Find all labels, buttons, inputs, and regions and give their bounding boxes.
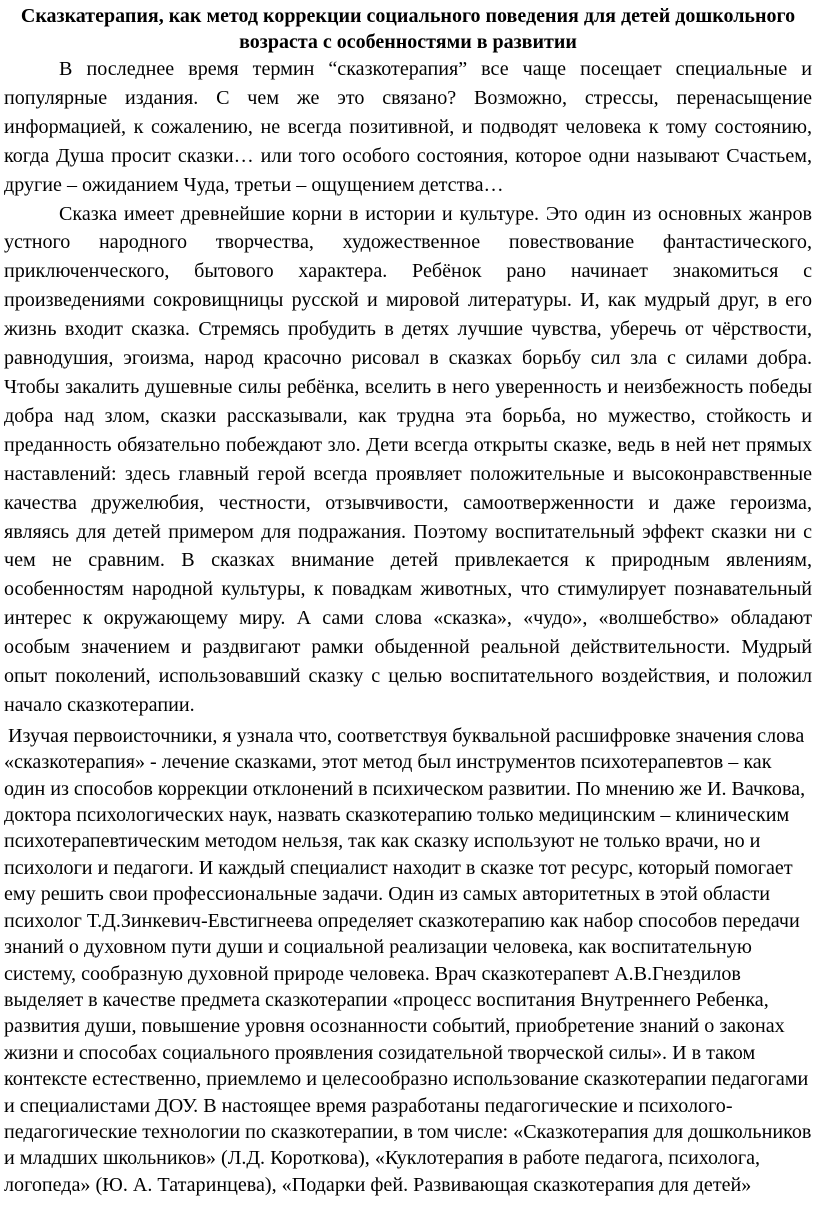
paragraph-intro: В последнее время термин “сказкотерапия” все чаще посещает специальные и популярные издания. С чем же это связано? Возможно, стрессы, перенасыщение информацией, к сожалению, не всегда позитивной, и подводят человека к тому состоянию, когда Душа просит сказки… или того особого состояния, которое одни называют Счастьем, другие – ожиданием Чуда, третьи – ощущением детства… — [4, 58, 812, 196]
document-body — [0, 55, 816, 1198]
document-title: Сказкатерапия, как метод коррекции социального поведения для детей дошкольного возраста с особенностями в развитии — [20, 5, 796, 53]
paragraph-sources: Изучая первоисточники, я узнала что, соответствуя буквальной расшифровке значения слова «сказкотерапия» - лечение сказками, этот метод был инструментов психотерапевтов – как один из способов коррекции отклонений в психическом развитии. По мнению же И. Вачкова, доктора психологических наук, назвать сказкотерапию только медицинским – клиническим психотерапевтическим методом нельзя, так как сказку используют не только врачи, но и психологи и педагоги. И каждый специалист находит в сказке тот ресурс, который помогает ему решить свои профессиональные задачи. Один из самых авторитетных в этой области психолог Т.Д.Зинкевич-Евстигнеева определяет сказкотерапию как набор способов передачи знаний о духовном пути души и социальной реализации человека, как воспитательную систему, сообразную духовной природе человека. Врач сказкотерапевт А.В.Гнездилов выделяет в качестве предмета сказкотерапии «процесс воспитания Внутреннего Ребенка, развития души, повышение уровня осознанности событий, приобретение знаний о законах жизни и способах социального проявления созидательной творческой силы». И в таком контексте естественно, приемлемо и целесообразно использование сказкотерапии педагогами и специалистами ДОУ. В настоящее время разработаны педагогические и психолого-педагогические технологии по сказкотерапии, в том числе: «Сказкотерапия для дошкольников и младших школьников» (Л.Д. Короткова), «Куклотерапия в работе педагога, психолога, логопеда» (Ю. А. Татаринцева), «Подарки фей. Развивающая сказкотерапия для детей» — [4, 724, 812, 1196]
paragraph-fairy-tale-roots: Сказка имеет древнейшие корни в истории и культуре. Это один из основных жанров устного народного творчества, художественное повествование фантастического, приключенческого, бытового характера. Ребёнок рано начинает знакомиться с произведениями сокровищницы русской и мировой литературы. И, как мудрый друг, в его жизнь входит сказка. Стремясь пробудить в детях лучшие чувства, уберечь от чёрствости, равнодушия, эгоизма, народ красочно рисовал в сказках борьбу сил зла с силами добра. Чтобы закалить душевные силы ребёнка, вселить в него уверенность и неизбежность победы добра над злом, сказки рассказывали, как трудна эта борьба, но мужество, стойкость и преданность обязательно побеждают зло. Дети всегда открыты сказке, ведь в ней нет прямых наставлений: здесь главный герой всегда проявляет положительные и высоконравственные качества дружелюбия, честности, отзывчивости, самоотверженности и даже героизма, являясь для детей примером для подражания. Поэтому воспитательный эффект сказки ни с чем не сравним. В сказках внимание детей привлекается к природным явлениям, особенностям народной культуры, к повадкам животных, что стимулирует познавательный интерес к окружающему миру. А сами слова «сказка», «чудо», «волшебство» обладают особым значением и раздвигают рамки обыденной реальной действительности. Мудрый опыт поколений, использовавший сказку с целью воспитательного воздействия, и положил начало сказкотерапии. — [4, 202, 812, 716]
